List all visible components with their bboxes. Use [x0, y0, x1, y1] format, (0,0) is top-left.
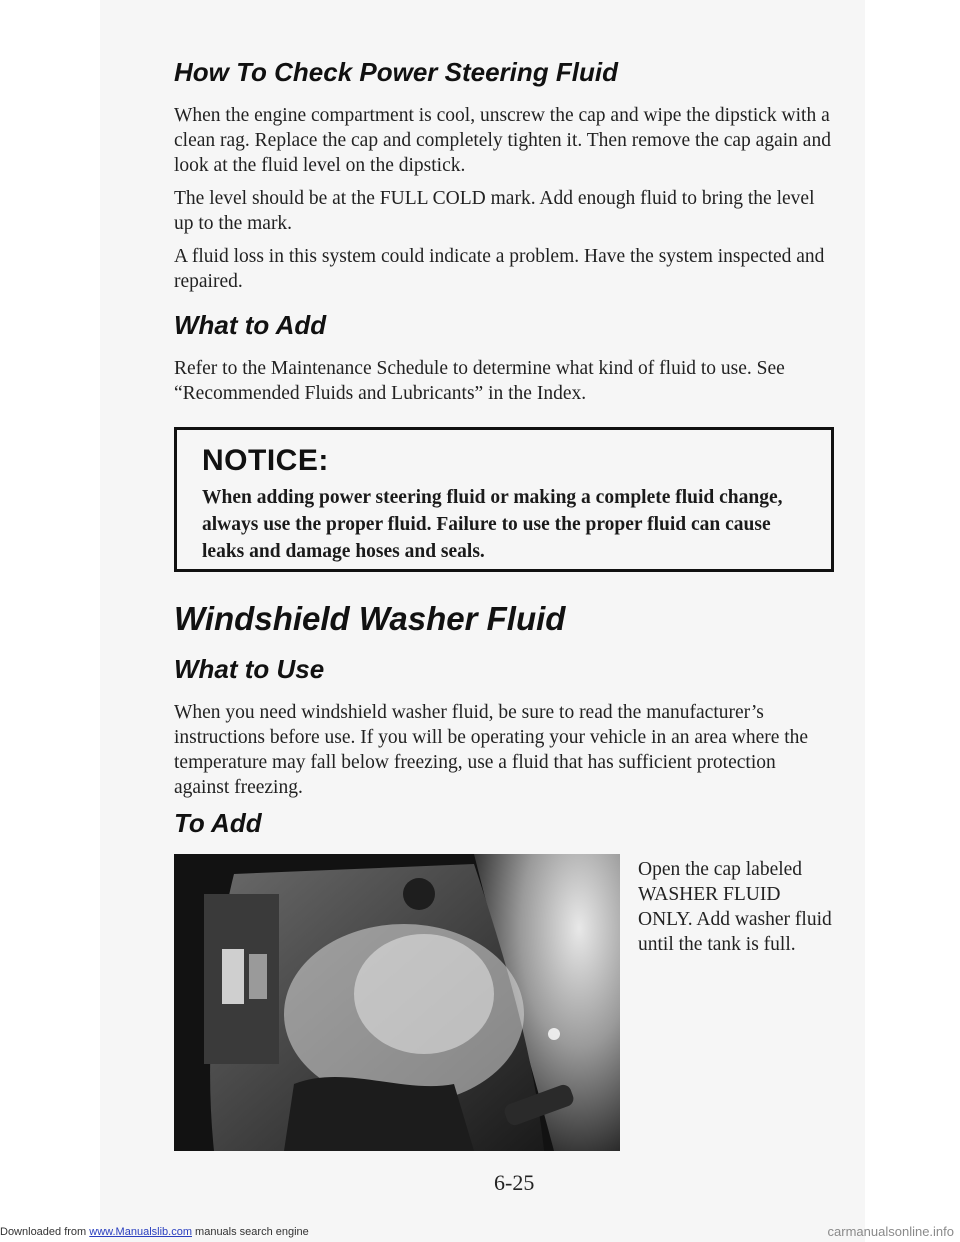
watermark: carmanualsonline.info — [827, 1224, 954, 1239]
paragraph-check-procedure: When the engine compartment is cool, unscrew the cap and wipe the dipstick with a clean rag. Replace the cap and completely tighten it. Then remove the cap again and look at the fluid level on the dipstick. — [174, 105, 831, 176]
heading-check-power-steering-fluid: How To Check Power Steering Fluid — [174, 57, 618, 87]
paragraph-fluid-loss: A fluid loss in this system could indicate a problem. Have the system inspected and repaired. — [174, 246, 825, 292]
heading-to-add: To Add — [174, 808, 262, 838]
engine-compartment-photo — [174, 854, 620, 1151]
to-add-instructions: Open the cap labeled WASHER FLUID ONLY. Add washer fluid until the tank is full. — [638, 859, 832, 955]
notice-title: NOTICE: — [202, 444, 329, 477]
page-number: 6-25 — [494, 1170, 535, 1195]
notice-text: When adding power steering fluid or making a complete fluid change, always use the proper fluid. Failure to use the proper fluid can cause leaks and damage hoses and seals. — [202, 487, 783, 562]
download-footer — [0, 1226, 309, 1238]
heading-windshield-washer-fluid: Windshield Washer Fluid — [174, 600, 566, 637]
footer-suffix: manuals search engine — [191, 1226, 309, 1238]
paragraph-what-to-add: Refer to the Maintenance Schedule to determine what kind of fluid to use. See “Recommended Fluids and Lubricants” in the Index. — [174, 358, 785, 404]
paragraph-what-to-use: When you need windshield washer fluid, be sure to read the manufacturer’s instructions before use. If you will be operating your vehicle in an area where the temperature may fall below freezing, use a fluid that has sufficient protection against freezing. — [174, 702, 809, 798]
heading-what-to-use: What to Use — [174, 654, 325, 684]
notice-box — [174, 427, 834, 572]
footer-prefix: Downloaded from — [0, 1226, 90, 1238]
heading-what-to-add: What to Add — [174, 310, 327, 340]
manualslib-link[interactable]: www.Manualslib.com — [89, 1226, 192, 1238]
paragraph-full-cold-mark: The level should be at the FULL COLD mark. Add enough fluid to bring the level up to the mark. — [174, 188, 815, 234]
